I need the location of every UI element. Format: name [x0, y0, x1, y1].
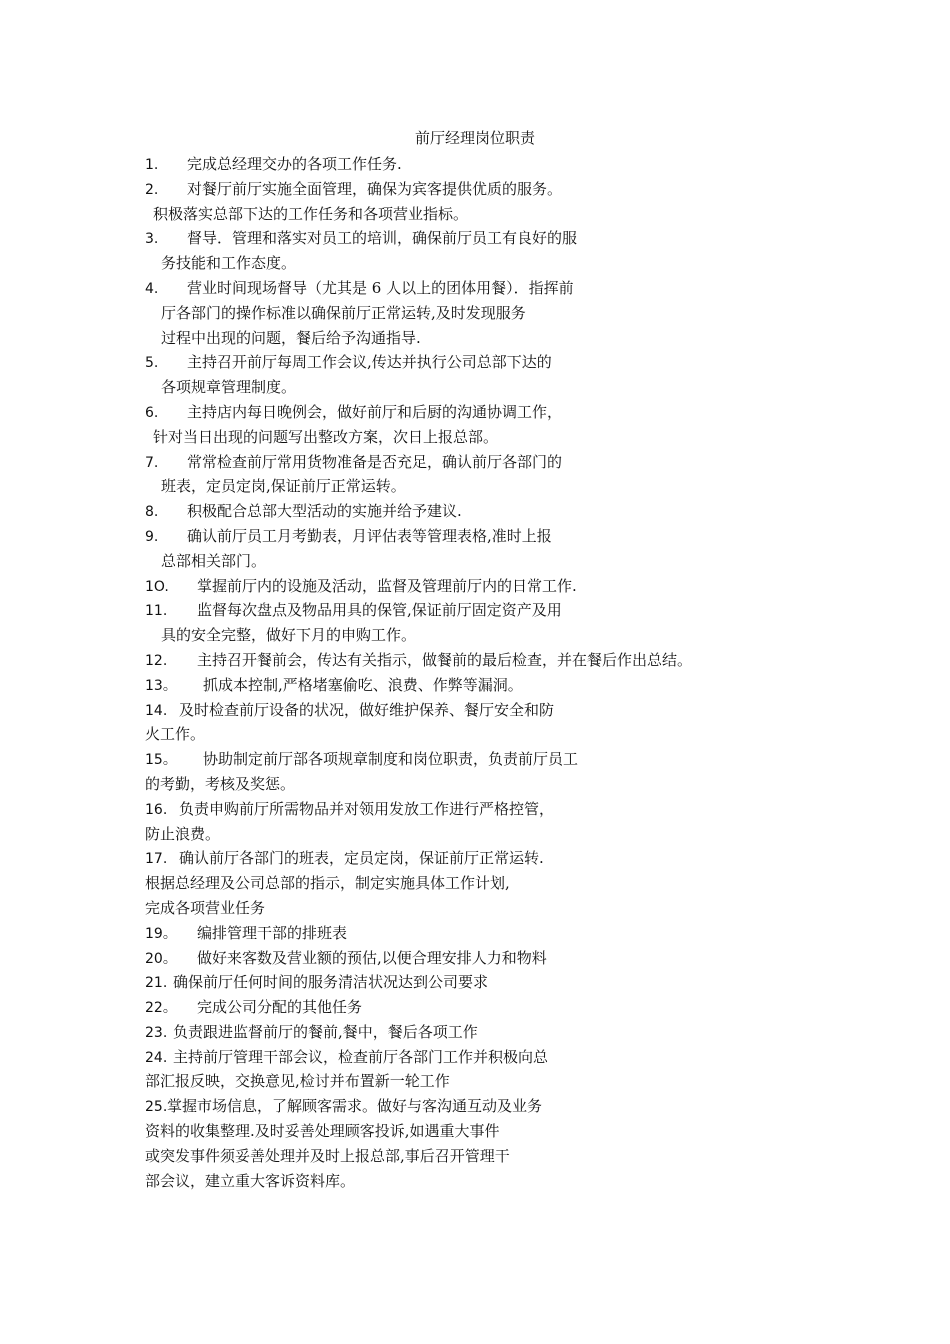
list-item [145, 350, 925, 375]
item-text: 具的安全完整，做好下月的申购工作。 [161, 626, 417, 645]
list-item [145, 648, 925, 673]
item-text: 或突发事件须妥善处理并及时上报总部,事后召开管理干 [145, 1146, 510, 1165]
item-number: 20。 [145, 950, 177, 967]
list-item [145, 152, 925, 177]
item-text: 资料的收集整理.及时妥善处理顾客投诉,如遇重大事件 [145, 1122, 500, 1141]
item-number: 22。 [145, 1000, 177, 1017]
list-item [145, 499, 925, 524]
item-text: 过程中出现的问题，餐后给予沟通指导. [161, 328, 421, 347]
item-text: 掌握前厅内的设施及活动，监督及管理前厅内的日常工作. [197, 576, 577, 595]
list-item-continuation [145, 375, 925, 400]
item-number: 2. [145, 181, 159, 198]
item-text: 完成公司分配的其他任务 [197, 998, 363, 1017]
item-number: 4. [145, 280, 159, 297]
item-text: 主持召开餐前会，传达有关指示，做餐前的最后检查，并在餐后作出总结。 [197, 650, 693, 669]
item-text: 主持召开前厅每周工作会议,传达并执行公司总部下达的 [187, 353, 552, 372]
list-item [145, 797, 925, 822]
item-text: 督导．管理和落实对员工的培训，确保前厅员工有良好的服 [187, 229, 578, 248]
list-item [145, 946, 925, 971]
item-text: 各项规章管理制度。 [161, 378, 297, 397]
list-item [145, 846, 925, 871]
list-item [145, 995, 925, 1020]
item-text: 积极落实总部下达的工作任务和各项营业指标。 [153, 204, 469, 223]
item-text: 确保前厅任何时间的服务清洁状况达到公司要求 [173, 973, 489, 992]
item-text: 务技能和工作态度。 [161, 254, 297, 273]
list-item-continuation [145, 623, 925, 648]
list-item-continuation [145, 871, 925, 896]
item-number: 7. [145, 454, 159, 471]
list-item [145, 698, 925, 723]
item-number: 8. [145, 504, 159, 521]
list-item-continuation [145, 326, 925, 351]
item-number: 1. [145, 157, 159, 173]
item-number: 3. [145, 231, 159, 248]
item-text: 及时检查前厅设备的状况，做好维护保养、餐厅安全和防 [179, 700, 555, 719]
item-number: 5. [145, 355, 159, 372]
list-item-continuation [145, 1144, 925, 1169]
list-item-continuation [145, 202, 925, 227]
item-text: 监督每次盘点及物品用具的保管,保证前厅固定资产及用 [197, 601, 562, 620]
list-item-continuation [145, 1169, 925, 1194]
list-item [145, 970, 925, 995]
item-number: 23. [145, 1024, 168, 1041]
item-number: 24. [145, 1049, 168, 1066]
list-item-continuation [145, 474, 925, 499]
list-item-continuation [145, 772, 925, 797]
list-item-continuation [145, 549, 925, 574]
list-item [145, 747, 925, 772]
list-item-continuation [145, 722, 925, 747]
list-item [145, 574, 925, 599]
item-number: 1O. [145, 578, 169, 595]
item-number: 9. [145, 528, 159, 545]
list-item [145, 450, 925, 475]
list-item-continuation [145, 822, 925, 847]
item-text: 积极配合总部大型活动的实施并给予建议. [187, 502, 462, 521]
list-item-continuation [145, 251, 925, 276]
item-text: 防止浪费。 [145, 824, 221, 843]
item-text: 抓成本控制,严格堵塞偷吃、浪费、作弊等漏洞。 [203, 675, 523, 694]
item-text: 厅各部门的操作标准以确保前厅正常运转,及时发现服务 [161, 303, 526, 322]
list-item [145, 598, 925, 623]
item-text: 主持前厅管理干部会议，检查前厅各部门工作并积极向总 [173, 1047, 549, 1066]
item-text: 完成各项营业任务 [145, 898, 266, 917]
item-text: 确认前厅员工月考勤表，月评估表等管理表格,准时上报 [187, 526, 552, 545]
document-title: 前厅经理岗位职责 [414, 129, 535, 147]
item-number: 11. [145, 603, 168, 620]
item-text: 常常检查前厅常用货物准备是否充足，确认前厅各部门的 [187, 452, 563, 471]
list-item [145, 524, 925, 549]
duty-list [145, 152, 925, 1193]
item-number: 19。 [145, 925, 177, 942]
list-item [145, 673, 925, 698]
item-text: 协助制定前厅部各项规章制度和岗位职责，负责前厅员工 [203, 750, 579, 769]
item-text: 完成总经理交办的各项工作任务. [187, 155, 402, 173]
list-item [145, 1094, 925, 1119]
list-item-continuation [145, 1069, 925, 1094]
item-text: 负责申购前厅所需物品并对领用发放工作进行严格控管， [179, 799, 555, 818]
item-number: 6. [145, 404, 159, 421]
item-number: 25. [145, 1099, 168, 1116]
item-number: 17. [145, 851, 168, 868]
list-item [145, 226, 925, 251]
item-text: 班表，定员定岗,保证前厅正常运转。 [161, 477, 406, 496]
list-item [145, 400, 925, 425]
list-item-continuation [145, 301, 925, 326]
item-text: 总部相关部门。 [161, 551, 267, 570]
list-item-continuation [145, 425, 925, 450]
item-number: 12. [145, 652, 168, 669]
item-text: 根据总经理及公司总部的指示，制定实施具体工作计划, [145, 874, 510, 893]
item-number: 15。 [145, 752, 177, 769]
item-text: 编排管理干部的排班表 [197, 923, 348, 942]
item-text: 对餐厅前厅实施全面管理，确保为宾客提供优质的服务。 [187, 179, 563, 198]
list-item-continuation [145, 1119, 925, 1144]
list-item [145, 921, 925, 946]
item-number: 16. [145, 801, 168, 818]
item-text: 的考勤，考核及奖惩。 [145, 774, 296, 793]
list-item [145, 1020, 925, 1045]
item-number: 14. [145, 702, 168, 719]
item-text: 火工作。 [145, 725, 206, 744]
item-number: 13。 [145, 677, 177, 694]
item-text: 确认前厅各部门的班表，定员定岗，保证前厅正常运转. [179, 849, 544, 868]
item-text: 做好来客数及营业额的预估,以便合理安排人力和物料 [197, 948, 547, 967]
item-number: 21. [145, 975, 168, 992]
item-text: 营业时间现场督导（尤其是 6 人以上的团体用餐）．指挥前 [187, 278, 574, 297]
item-text: 部汇报反映，交换意见,检讨并布置新一轮工作 [145, 1072, 450, 1091]
list-item [145, 177, 925, 202]
item-text: 掌握市场信息，了解顾客需求。做好与客沟通互动及业务 [167, 1097, 543, 1116]
item-text: 主持店内每日晚例会，做好前厅和后厨的沟通协调工作， [187, 402, 563, 421]
item-text: 部会议，建立重大客诉资料库。 [145, 1171, 356, 1190]
item-text: 负责跟进监督前厅的餐前,餐中，餐后各项工作 [173, 1022, 478, 1041]
item-text: 针对当日出现的问题写出整改方案，次日上报总部。 [153, 427, 499, 446]
list-item [145, 276, 925, 301]
list-item [145, 1045, 925, 1070]
list-item-continuation [145, 896, 925, 921]
